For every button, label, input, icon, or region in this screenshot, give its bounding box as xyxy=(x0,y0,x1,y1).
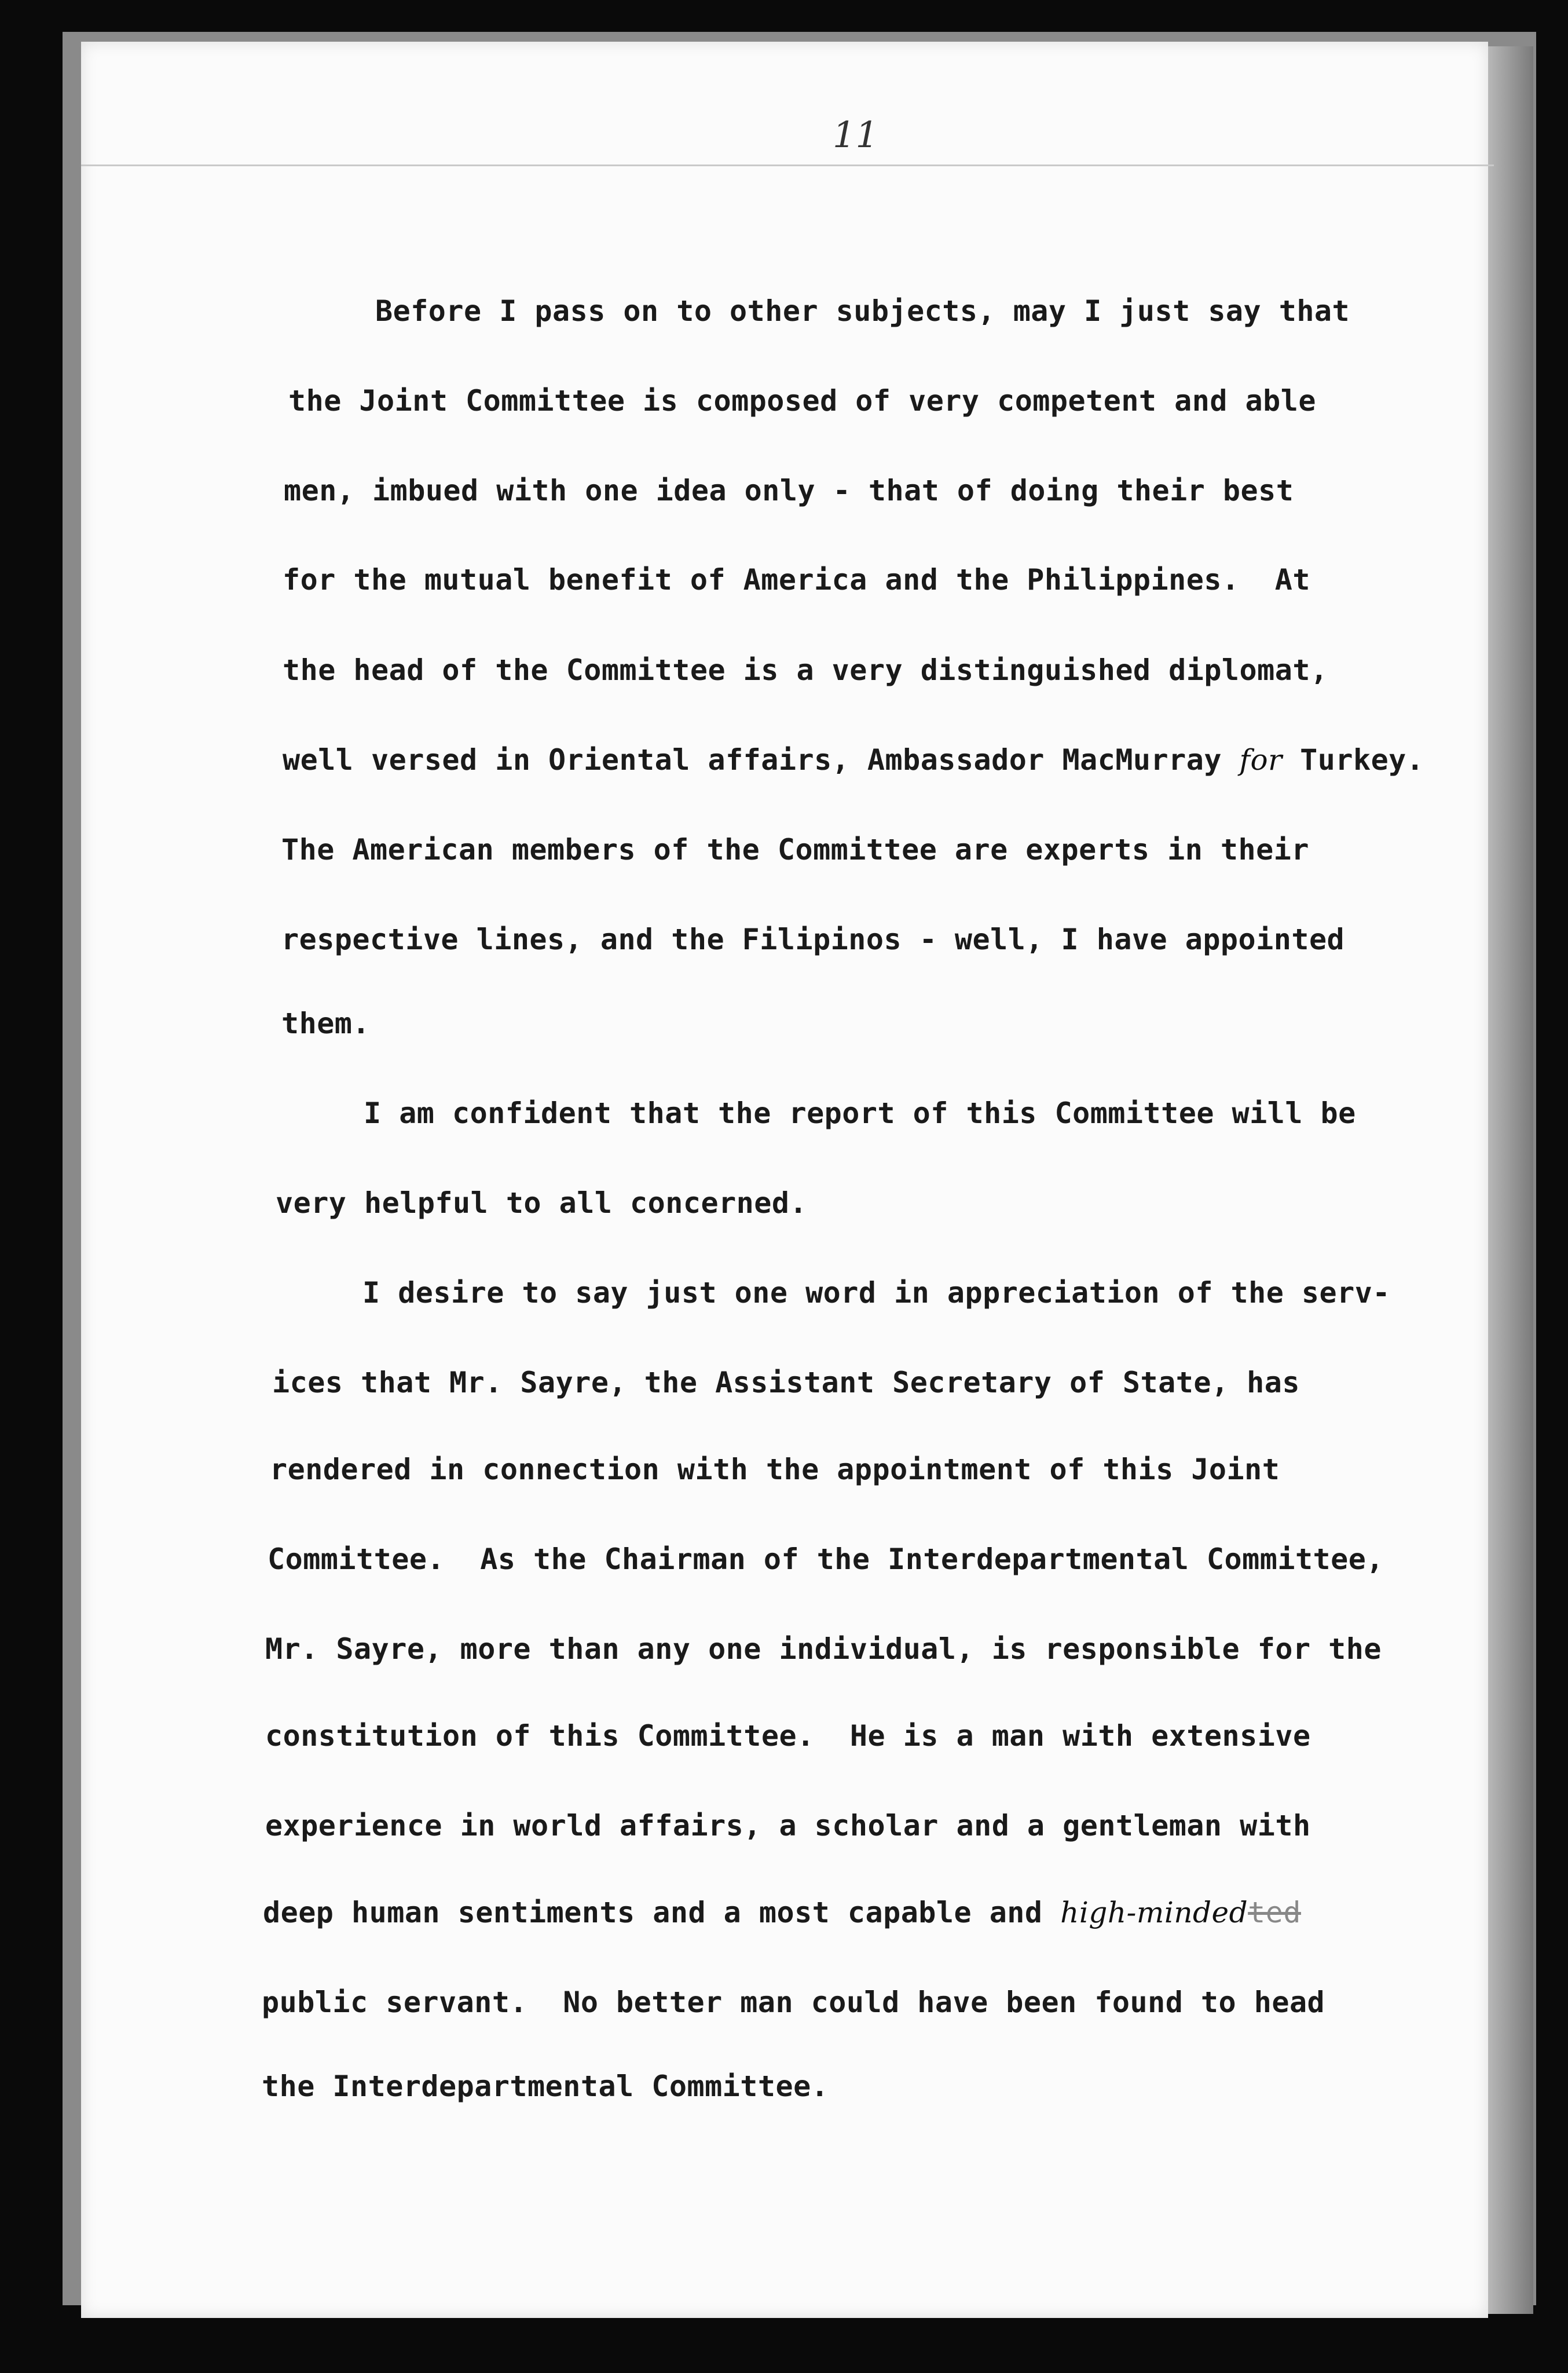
struck-out-text: ted xyxy=(1248,1896,1301,1929)
text-line: them. xyxy=(281,1007,371,1040)
text-line: Before I pass on to other subjects, may I just say that xyxy=(375,294,1350,328)
text-line: Mr. Sayre, more than any one individual, is responsible for the xyxy=(265,1632,1382,1666)
text-line: respective lines, and the Filipinos - well, I have appointed xyxy=(281,923,1345,956)
text-line: the Interdepartmental Committee. xyxy=(262,2069,829,2103)
page-number: 11 xyxy=(833,114,878,156)
text-line: experience in world affairs, a scholar and a gentleman with xyxy=(265,1809,1311,1842)
page-edge-shadow xyxy=(1488,46,1533,2314)
text-line: Committee. As the Chairman of the Interdepartmental Committee, xyxy=(268,1542,1384,1576)
text-line: ices that Mr. Sayre, the Assistant Secretary of State, has xyxy=(272,1366,1300,1399)
text-line: I desire to say just one word in appreciation of the serv- xyxy=(362,1276,1390,1310)
text-line-start: deep human sentiments and a most capable and xyxy=(263,1896,1043,1929)
top-fold-line xyxy=(81,164,1494,166)
text-line: the head of the Committee is a very distinguished diplomat, xyxy=(283,653,1328,687)
text-line-end: Turkey. xyxy=(1300,743,1424,777)
text-line: The American members of the Committee are experts in their xyxy=(281,833,1309,866)
text-line xyxy=(263,1896,1301,1929)
text-line: I am confident that the report of this Committee will be xyxy=(364,1096,1356,1130)
text-line: constitution of this Committee. He is a man with extensive xyxy=(265,1719,1311,1753)
text-line-start: well versed in Oriental affairs, Ambassador MacMurray xyxy=(283,743,1222,777)
text-line: public servant. No better man could have been found to head xyxy=(262,1986,1325,2019)
text-line xyxy=(283,743,1424,777)
handwritten-insertion: for xyxy=(1239,743,1283,777)
text-line: rendered in connection with the appointment of this Joint xyxy=(270,1453,1280,1486)
text-line: men, imbued with one idea only - that of doing their best xyxy=(284,474,1294,507)
paper-page xyxy=(81,42,1488,2318)
handwritten-insertion: high-minded xyxy=(1060,1896,1248,1929)
text-line: for the mutual benefit of America and the Philippines. At xyxy=(283,563,1310,597)
text-line: very helpful to all concerned. xyxy=(276,1186,808,1220)
text-line: the Joint Committee is composed of very competent and able xyxy=(288,384,1316,418)
